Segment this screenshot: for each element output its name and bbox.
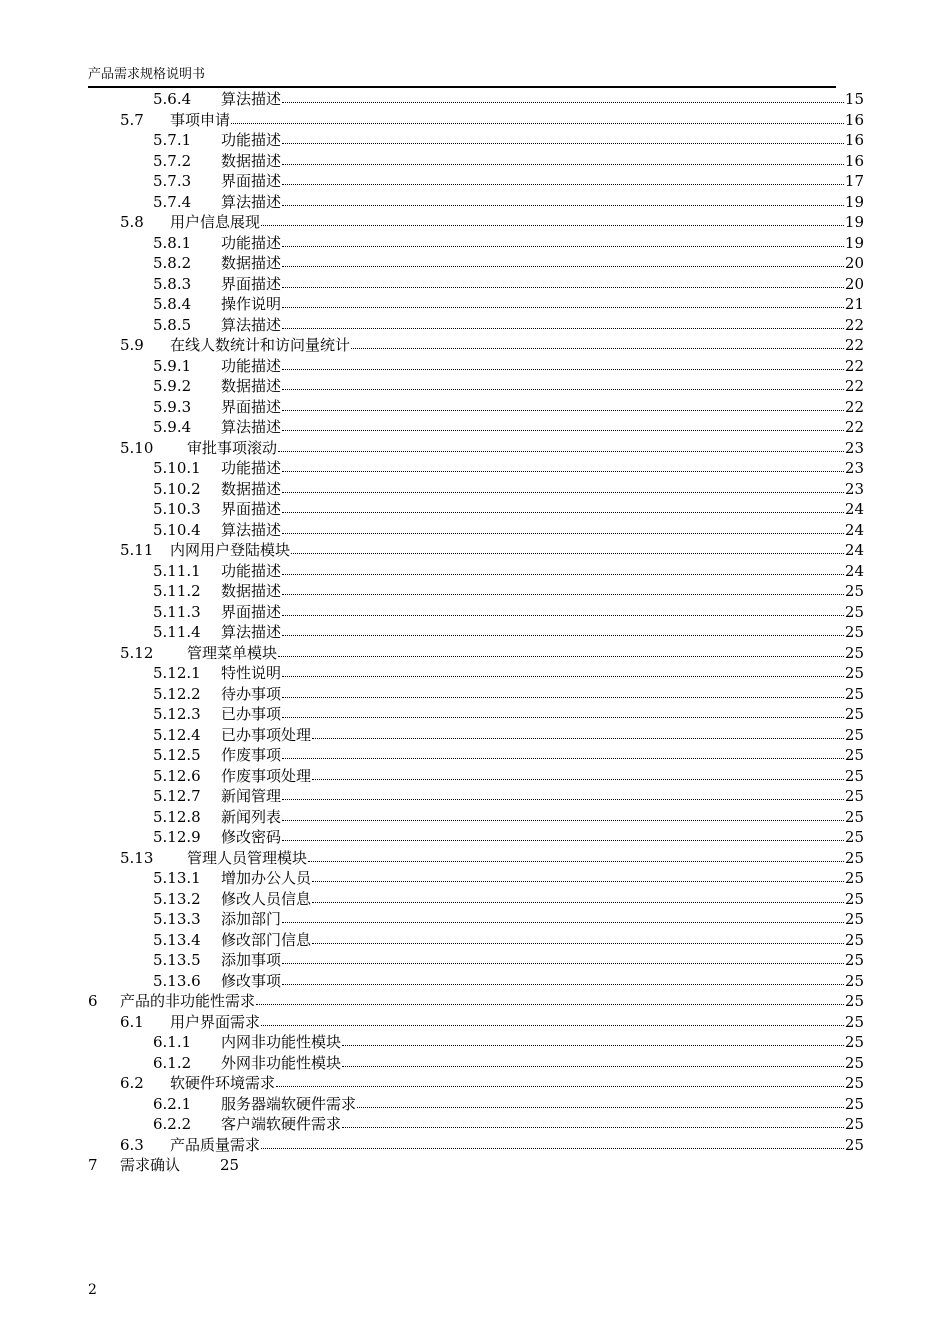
toc-entry-title: 已办事项处理 [221, 725, 312, 744]
toc-entry-page: 25 [844, 910, 864, 928]
toc-entry-page: 25 [844, 869, 864, 887]
toc-entry-title: 作废事项处理 [221, 766, 312, 785]
toc-entry-title: 算法描述 [221, 90, 282, 108]
toc-entry[interactable] [88, 561, 864, 582]
toc-entry-page: 22 [844, 397, 864, 416]
toc-entry[interactable] [88, 417, 864, 438]
toc-entry-title: 算法描述 [221, 623, 282, 641]
toc-entry[interactable] [88, 130, 864, 151]
toc-entry-title: 新闻管理 [221, 787, 282, 805]
toc-entry-page: 19 [844, 213, 864, 231]
toc-entry-page: 25 [844, 684, 864, 703]
toc-dot-leader [282, 621, 844, 636]
toc-entry-title: 界面描述 [221, 602, 282, 621]
toc-entry-page: 23 [844, 479, 864, 498]
toc-dot-leader [278, 437, 844, 452]
toc-entry-title: 客户端软硬件需求 [221, 1115, 342, 1133]
toc-entry[interactable] [88, 643, 864, 664]
toc-entry-page: 25 [844, 848, 864, 867]
toc-entry[interactable] [88, 581, 864, 602]
toc-entry-page: 25 [844, 623, 864, 641]
toc-entry-title: 需求确认 [120, 1156, 181, 1174]
toc-entry-page: 21 [844, 295, 864, 313]
toc-entry-page: 20 [844, 274, 864, 293]
toc-entry-page: 25 [844, 602, 864, 621]
toc-dot-leader [282, 293, 844, 308]
toc-entry-title: 界面描述 [221, 397, 282, 416]
toc-entry-page: 22 [844, 336, 864, 354]
toc-dot-leader [282, 949, 844, 964]
toc-dot-leader [357, 1093, 844, 1108]
toc-entry-number: 6 [88, 992, 98, 1010]
toc-entry-number: 5.11.3 [153, 602, 201, 621]
toc-entry-number: 5.8.4 [153, 295, 192, 313]
toc-entry[interactable] [88, 622, 864, 643]
toc-entry-number: 5.12.3 [153, 705, 201, 723]
toc-entry[interactable] [88, 930, 864, 951]
toc-entry[interactable] [88, 315, 864, 336]
toc-dot-leader [282, 355, 844, 370]
toc-entry-title: 待办事项 [221, 684, 282, 703]
toc-entry[interactable] [88, 110, 864, 131]
toc-entry-page: 24 [844, 520, 864, 539]
toc-dot-leader [282, 601, 844, 616]
toc-entry[interactable] [88, 1155, 864, 1176]
toc-entry-number: 6.3 [120, 1135, 144, 1154]
toc-entry-page: 25 [844, 828, 864, 846]
toc-entry-page: 19 [844, 192, 864, 211]
toc-entry[interactable] [88, 909, 864, 930]
toc-entry[interactable] [88, 704, 864, 725]
toc-entry-number: 5.13.5 [153, 951, 201, 969]
toc-entry-title: 内网用户登陆模块 [170, 541, 291, 559]
toc-entry-page: 25 [844, 992, 864, 1010]
toc-entry-number: 5.7.2 [153, 151, 192, 170]
toc-dot-leader [256, 990, 844, 1005]
toc-entry[interactable] [88, 725, 864, 746]
toc-dot-leader [312, 765, 844, 780]
toc-dot-leader [282, 150, 844, 165]
toc-entry[interactable] [88, 212, 864, 233]
toc-entry[interactable] [88, 1012, 864, 1033]
toc-entry[interactable] [88, 438, 864, 459]
toc-dot-leader [282, 88, 844, 103]
toc-entry[interactable] [88, 991, 864, 1012]
toc-dot-leader [312, 888, 844, 903]
toc-entry-title: 产品质量需求 [170, 1135, 261, 1154]
toc-entry-number: 5.8.2 [153, 254, 192, 272]
toc-entry-number: 5.8.3 [153, 274, 192, 293]
toc-entry[interactable] [88, 192, 864, 213]
toc-entry-title: 特性说明 [221, 664, 282, 682]
toc-entry-title: 数据描述 [221, 254, 282, 272]
toc-entry-page: 16 [844, 151, 864, 170]
toc-entry-page: 25 [844, 725, 864, 744]
toc-entry-title: 界面描述 [221, 172, 282, 190]
toc-entry-title: 数据描述 [221, 377, 282, 395]
toc-entry-title: 增加办公人员 [221, 869, 312, 887]
toc-dot-leader [312, 929, 844, 944]
table-of-contents [88, 89, 864, 1176]
toc-entry-page: 25 [844, 1053, 864, 1072]
toc-entry-number: 5.12.4 [153, 725, 201, 744]
toc-dot-leader [282, 396, 844, 411]
toc-entry-page: 25 [844, 1012, 864, 1031]
toc-entry-title: 外网非功能性模块 [221, 1053, 342, 1072]
toc-entry-number: 6.2.1 [153, 1094, 192, 1113]
toc-entry[interactable] [88, 1032, 864, 1053]
toc-entry-title: 用户信息展现 [170, 213, 261, 231]
toc-entry-page: 25 [844, 1094, 864, 1113]
toc-entry-number: 5.7.3 [153, 172, 192, 190]
toc-entry-page: 25 [844, 787, 864, 805]
toc-entry[interactable] [88, 1114, 864, 1135]
toc-dot-leader [261, 211, 844, 226]
toc-entry-number: 5.9 [120, 336, 144, 354]
toc-entry-page: 25 [844, 746, 864, 764]
toc-entry-number: 5.12.7 [153, 787, 201, 805]
toc-entry-title: 数据描述 [221, 582, 282, 600]
toc-entry-page: 22 [844, 356, 864, 375]
toc-dot-leader [291, 539, 844, 554]
toc-entry-title: 功能描述 [221, 233, 282, 252]
toc-entry-title: 管理人员管理模块 [187, 848, 308, 867]
toc-entry-number: 5.13.1 [153, 869, 201, 887]
toc-entry[interactable] [88, 1073, 864, 1094]
toc-entry[interactable] [88, 684, 864, 705]
toc-dot-leader [282, 314, 844, 329]
toc-entry-title: 添加部门 [221, 910, 282, 928]
toc-entry-title: 修改密码 [221, 828, 282, 846]
toc-entry-title: 数据描述 [221, 479, 282, 498]
toc-entry-page: 22 [844, 418, 864, 436]
toc-entry-page: 24 [844, 561, 864, 580]
toc-entry[interactable] [88, 89, 864, 110]
toc-entry-number: 5.11 [120, 541, 154, 559]
toc-entry-page: 17 [844, 172, 864, 190]
toc-entry-title: 软硬件环境需求 [170, 1074, 276, 1092]
toc-entry-number: 5.9.2 [153, 377, 192, 395]
toc-entry[interactable] [88, 274, 864, 295]
toc-entry-page: 24 [844, 500, 864, 518]
toc-entry[interactable] [88, 356, 864, 377]
toc-entry-page: 25 [844, 1115, 864, 1133]
toc-entry[interactable] [88, 151, 864, 172]
toc-entry[interactable] [88, 766, 864, 787]
toc-entry-page: 19 [844, 233, 864, 252]
toc-entry-page: 25 [844, 930, 864, 949]
toc-dot-leader [276, 1072, 844, 1087]
toc-dot-leader [282, 375, 844, 390]
toc-entry[interactable] [88, 602, 864, 623]
toc-dot-leader [342, 1031, 844, 1046]
toc-dot-leader [282, 232, 844, 247]
toc-entry-page: 23 [844, 459, 864, 477]
toc-entry[interactable] [88, 745, 864, 766]
toc-dot-leader [261, 1134, 844, 1149]
toc-dot-leader [282, 662, 844, 677]
toc-entry-number: 5.12.8 [153, 807, 201, 826]
toc-entry-page: 25 [844, 951, 864, 969]
toc-entry-title: 修改人员信息 [221, 889, 312, 908]
toc-entry[interactable] [88, 376, 864, 397]
toc-entry-number: 5.7.1 [153, 131, 192, 149]
toc-entry-page: 25 [844, 889, 864, 908]
toc-entry-title: 在线人数统计和访问量统计 [170, 336, 351, 354]
toc-entry-title: 管理菜单模块 [187, 643, 278, 662]
toc-entry[interactable] [88, 663, 864, 684]
toc-entry[interactable] [88, 1053, 864, 1074]
toc-entry-title: 功能描述 [221, 561, 282, 580]
toc-entry-number: 6.1.2 [153, 1053, 192, 1072]
toc-entry-number: 5.10 [120, 438, 154, 457]
toc-entry-title: 事项申请 [170, 110, 231, 129]
toc-entry[interactable] [88, 1135, 864, 1156]
toc-dot-leader [282, 970, 844, 985]
toc-entry-title: 数据描述 [221, 151, 282, 170]
toc-entry-number: 5.8 [120, 213, 144, 231]
toc-entry-number: 5.10.2 [153, 479, 201, 498]
toc-entry[interactable] [88, 171, 864, 192]
toc-dot-leader [312, 724, 844, 739]
toc-entry[interactable] [88, 335, 864, 356]
page-number: 2 [88, 1282, 97, 1298]
toc-entry[interactable] [88, 253, 864, 274]
toc-entry-page: 25 [844, 643, 864, 662]
toc-entry-number: 5.8.5 [153, 315, 192, 334]
toc-entry-title: 内网非功能性模块 [221, 1033, 342, 1051]
toc-entry-number: 5.8.1 [153, 233, 192, 252]
toc-entry-title: 服务器端软硬件需求 [221, 1094, 357, 1113]
toc-entry-number: 5.7.4 [153, 192, 192, 211]
toc-dot-leader [282, 498, 844, 513]
toc-entry-page: 25 [844, 1074, 864, 1092]
toc-entry-number: 5.6.4 [153, 90, 192, 108]
toc-entry-page: 23 [844, 438, 864, 457]
toc-entry-number: 5.12.1 [153, 664, 201, 682]
toc-entry-number: 5.11.4 [153, 623, 201, 641]
toc-entry[interactable] [88, 971, 864, 992]
toc-entry-page: 25 [844, 1135, 864, 1154]
toc-entry-title: 修改部门信息 [221, 930, 312, 949]
toc-dot-leader [312, 867, 844, 882]
toc-entry-number: 6.2.2 [153, 1115, 192, 1133]
toc-entry-number: 5.13.3 [153, 910, 201, 928]
toc-entry[interactable] [88, 1094, 864, 1115]
toc-dot-leader [282, 908, 844, 923]
toc-entry-title: 操作说明 [221, 295, 282, 313]
page-header: 产品需求规格说明书 [88, 67, 206, 82]
toc-dot-leader [282, 478, 844, 493]
toc-entry-number: 5.12.2 [153, 684, 201, 703]
toc-entry[interactable] [88, 520, 864, 541]
toc-entry-number: 5.9.1 [153, 356, 192, 375]
toc-entry-number: 5.7 [120, 110, 144, 129]
toc-entry-number: 5.10.3 [153, 500, 201, 518]
toc-dot-leader [342, 1052, 844, 1067]
toc-entry-number: 6.1 [120, 1012, 144, 1031]
toc-entry[interactable] [88, 233, 864, 254]
toc-entry-number: 5.12.9 [153, 828, 201, 846]
toc-entry-title: 算法描述 [221, 418, 282, 436]
toc-dot-leader [282, 252, 844, 267]
toc-entry-number: 5.11.2 [153, 582, 201, 600]
toc-entry-page: 16 [844, 110, 864, 129]
toc-entry[interactable] [88, 807, 864, 828]
toc-entry-title: 功能描述 [221, 131, 282, 149]
toc-entry-title: 功能描述 [221, 459, 282, 477]
toc-dot-leader [261, 1011, 844, 1026]
toc-entry-number: 5.13.2 [153, 889, 201, 908]
toc-dot-leader [342, 1113, 844, 1128]
toc-entry-number: 6.2 [120, 1074, 144, 1092]
toc-dot-leader [308, 847, 844, 862]
toc-dot-leader [282, 826, 844, 841]
toc-entry-title: 已办事项 [221, 705, 282, 723]
toc-entry[interactable] [88, 397, 864, 418]
toc-entry-title: 算法描述 [221, 520, 282, 539]
toc-dot-leader [282, 560, 844, 575]
toc-entry-number: 5.10.1 [153, 459, 201, 477]
toc-entry-title: 算法描述 [221, 315, 282, 334]
toc-entry-title: 功能描述 [221, 356, 282, 375]
toc-entry-page: 22 [844, 377, 864, 395]
toc-dot-leader [282, 785, 844, 800]
toc-entry-title: 算法描述 [221, 192, 282, 211]
toc-dot-leader [282, 170, 844, 185]
toc-dot-leader [278, 642, 844, 657]
toc-entry-page: 25 [844, 766, 864, 785]
toc-entry[interactable] [88, 540, 864, 561]
toc-entry-title: 界面描述 [221, 500, 282, 518]
toc-entry[interactable] [88, 479, 864, 500]
toc-entry[interactable] [88, 889, 864, 910]
toc-entry-page: 24 [844, 541, 864, 559]
toc-entry-page: 25 [844, 705, 864, 723]
toc-entry-title: 审批事项滚动 [187, 438, 278, 457]
toc-dot-leader [282, 191, 844, 206]
toc-dot-leader [351, 334, 844, 349]
toc-entry-number: 5.12 [120, 643, 154, 662]
toc-entry-number: 5.13.4 [153, 930, 201, 949]
toc-dot-leader [282, 273, 844, 288]
toc-entry-number: 6.1.1 [153, 1033, 192, 1051]
toc-dot-leader [231, 109, 844, 124]
toc-dot-leader [282, 580, 844, 595]
toc-entry[interactable] [88, 499, 864, 520]
toc-entry-title: 添加事项 [221, 951, 282, 969]
toc-entry[interactable] [88, 458, 864, 479]
toc-entry-number: 7 [88, 1156, 98, 1174]
toc-dot-leader [282, 683, 844, 698]
toc-entry[interactable] [88, 848, 864, 869]
toc-entry[interactable] [88, 827, 864, 848]
toc-entry-title: 界面描述 [221, 274, 282, 293]
toc-dot-leader [282, 519, 844, 534]
toc-dot-leader [282, 457, 844, 472]
toc-entry-page: 25 [844, 664, 864, 682]
toc-entry-number: 5.12.5 [153, 746, 201, 764]
toc-entry-number: 5.10.4 [153, 520, 201, 539]
toc-entry-title: 修改事项 [221, 971, 282, 990]
toc-entry-page: 25 [220, 1156, 240, 1174]
toc-entry-title: 新闻列表 [221, 807, 282, 826]
toc-dot-leader [282, 129, 844, 144]
toc-entry-title: 用户界面需求 [170, 1012, 261, 1031]
toc-entry[interactable] [88, 868, 864, 889]
toc-entry[interactable] [88, 294, 864, 315]
toc-entry-page: 16 [844, 131, 864, 149]
toc-entry-title: 作废事项 [221, 746, 282, 764]
toc-dot-leader [282, 703, 844, 718]
toc-entry-number: 5.11.1 [153, 561, 201, 580]
toc-entry-page: 22 [844, 315, 864, 334]
toc-dot-leader [282, 416, 844, 431]
toc-entry-page: 25 [844, 807, 864, 826]
toc-entry-number: 5.9.3 [153, 397, 192, 416]
toc-entry-number: 5.13 [120, 848, 154, 867]
toc-entry[interactable] [88, 950, 864, 971]
toc-entry-page: 15 [844, 90, 864, 108]
toc-entry-number: 5.13.6 [153, 971, 201, 990]
toc-entry-title: 产品的非功能性需求 [120, 992, 256, 1010]
toc-entry-number: 5.9.4 [153, 418, 192, 436]
toc-entry-page: 25 [844, 971, 864, 990]
toc-entry[interactable] [88, 786, 864, 807]
toc-dot-leader [282, 806, 844, 821]
toc-entry-page: 20 [844, 254, 864, 272]
toc-entry-page: 25 [844, 1033, 864, 1051]
toc-entry-page: 25 [844, 582, 864, 600]
toc-entry-number: 5.12.6 [153, 766, 201, 785]
toc-dot-leader [282, 744, 844, 759]
